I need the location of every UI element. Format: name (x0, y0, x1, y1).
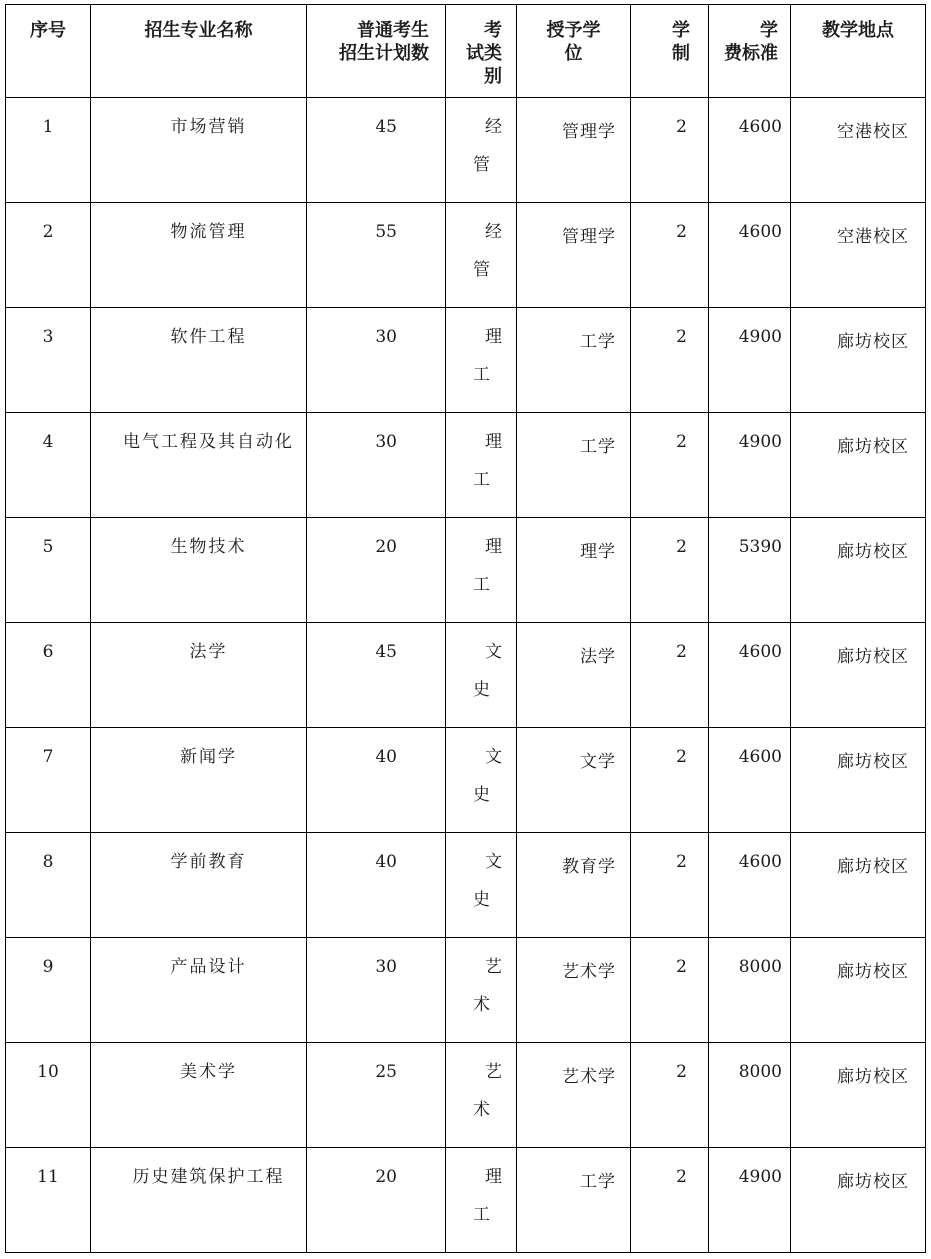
header-major-name: 招生专业名称 (91, 5, 307, 98)
header-length: 学 制 (631, 5, 709, 98)
cell-exam-category: 理 工 (446, 413, 517, 518)
cell-degree: 管理学 (517, 203, 631, 308)
cell-degree: 工学 (517, 1148, 631, 1253)
cell-length: 2 (631, 518, 709, 623)
cell-major-name: 历史建筑保护工程 (91, 1148, 307, 1253)
cell-location: 廊坊校区 (791, 833, 926, 938)
cell-fee: 4900 (709, 308, 791, 413)
cell-length: 2 (631, 623, 709, 728)
cell-seq: 4 (6, 413, 91, 518)
enrollment-table (5, 4, 926, 1253)
cell-major-name: 生物技术 (91, 518, 307, 623)
cell-plan: 20 (307, 518, 446, 623)
header-row (6, 5, 926, 98)
cell-major-name: 产品设计 (91, 938, 307, 1043)
cell-seq: 1 (6, 98, 91, 203)
cell-fee: 4900 (709, 413, 791, 518)
header-seq: 序号 (6, 5, 91, 98)
cell-location: 廊坊校区 (791, 623, 926, 728)
table-row (6, 623, 926, 728)
header-location: 教学地点 (791, 5, 926, 98)
cell-major-name: 美术学 (91, 1043, 307, 1148)
cell-seq: 9 (6, 938, 91, 1043)
cell-fee: 4600 (709, 203, 791, 308)
cell-fee: 4900 (709, 1148, 791, 1253)
cell-length: 2 (631, 203, 709, 308)
cell-length: 2 (631, 833, 709, 938)
table-row (6, 413, 926, 518)
cell-degree: 艺术学 (517, 938, 631, 1043)
cell-plan: 30 (307, 938, 446, 1043)
cell-location: 廊坊校区 (791, 728, 926, 833)
table-row (6, 308, 926, 413)
cell-degree: 工学 (517, 308, 631, 413)
cell-length: 2 (631, 728, 709, 833)
cell-major-name: 软件工程 (91, 308, 307, 413)
cell-location: 廊坊校区 (791, 938, 926, 1043)
cell-exam-category: 文 史 (446, 623, 517, 728)
cell-seq: 11 (6, 1148, 91, 1253)
cell-major-name: 物流管理 (91, 203, 307, 308)
cell-plan: 30 (307, 413, 446, 518)
cell-plan: 55 (307, 203, 446, 308)
cell-exam-category: 艺 术 (446, 938, 517, 1043)
cell-exam-category: 理 工 (446, 1148, 517, 1253)
cell-seq: 8 (6, 833, 91, 938)
cell-exam-category: 理 工 (446, 518, 517, 623)
cell-location: 空港校区 (791, 203, 926, 308)
cell-fee: 8000 (709, 938, 791, 1043)
cell-location: 廊坊校区 (791, 413, 926, 518)
cell-length: 2 (631, 98, 709, 203)
cell-degree: 法学 (517, 623, 631, 728)
table-row (6, 1148, 926, 1253)
header-degree: 授予学 位 (517, 5, 631, 98)
cell-length: 2 (631, 308, 709, 413)
cell-plan: 45 (307, 98, 446, 203)
table-row (6, 203, 926, 308)
cell-length: 2 (631, 938, 709, 1043)
header-exam-category: 考 试类 别 (446, 5, 517, 98)
cell-seq: 7 (6, 728, 91, 833)
cell-exam-category: 经 管 (446, 203, 517, 308)
cell-length: 2 (631, 1148, 709, 1253)
cell-major-name: 学前教育 (91, 833, 307, 938)
cell-seq: 10 (6, 1043, 91, 1148)
cell-major-name: 法学 (91, 623, 307, 728)
table-row (6, 518, 926, 623)
cell-exam-category: 文 史 (446, 833, 517, 938)
cell-plan: 45 (307, 623, 446, 728)
cell-exam-category: 艺 术 (446, 1043, 517, 1148)
cell-degree: 文学 (517, 728, 631, 833)
table-row (6, 98, 926, 203)
table-row (6, 833, 926, 938)
cell-plan: 25 (307, 1043, 446, 1148)
cell-fee: 4600 (709, 98, 791, 203)
cell-location: 廊坊校区 (791, 1148, 926, 1253)
cell-fee: 4600 (709, 833, 791, 938)
cell-seq: 6 (6, 623, 91, 728)
cell-degree: 理学 (517, 518, 631, 623)
cell-seq: 3 (6, 308, 91, 413)
cell-major-name: 电气工程及其自动化 (91, 413, 307, 518)
cell-location: 廊坊校区 (791, 1043, 926, 1148)
header-fee: 学 费标准 (709, 5, 791, 98)
cell-plan: 20 (307, 1148, 446, 1253)
cell-length: 2 (631, 1043, 709, 1148)
cell-plan: 40 (307, 728, 446, 833)
cell-major-name: 市场营销 (91, 98, 307, 203)
cell-fee: 5390 (709, 518, 791, 623)
table-row (6, 728, 926, 833)
cell-location: 廊坊校区 (791, 308, 926, 413)
cell-plan: 40 (307, 833, 446, 938)
header-plan: 普通考生 招生计划数 (307, 5, 446, 98)
cell-degree: 管理学 (517, 98, 631, 203)
cell-fee: 4600 (709, 623, 791, 728)
cell-seq: 2 (6, 203, 91, 308)
cell-degree: 工学 (517, 413, 631, 518)
cell-location: 廊坊校区 (791, 518, 926, 623)
cell-fee: 8000 (709, 1043, 791, 1148)
table-row (6, 938, 926, 1043)
cell-degree: 教育学 (517, 833, 631, 938)
cell-length: 2 (631, 413, 709, 518)
cell-fee: 4600 (709, 728, 791, 833)
cell-exam-category: 文 史 (446, 728, 517, 833)
cell-major-name: 新闻学 (91, 728, 307, 833)
table-row (6, 1043, 926, 1148)
cell-location: 空港校区 (791, 98, 926, 203)
cell-degree: 艺术学 (517, 1043, 631, 1148)
cell-exam-category: 经 管 (446, 98, 517, 203)
cell-exam-category: 理 工 (446, 308, 517, 413)
cell-seq: 5 (6, 518, 91, 623)
cell-plan: 30 (307, 308, 446, 413)
